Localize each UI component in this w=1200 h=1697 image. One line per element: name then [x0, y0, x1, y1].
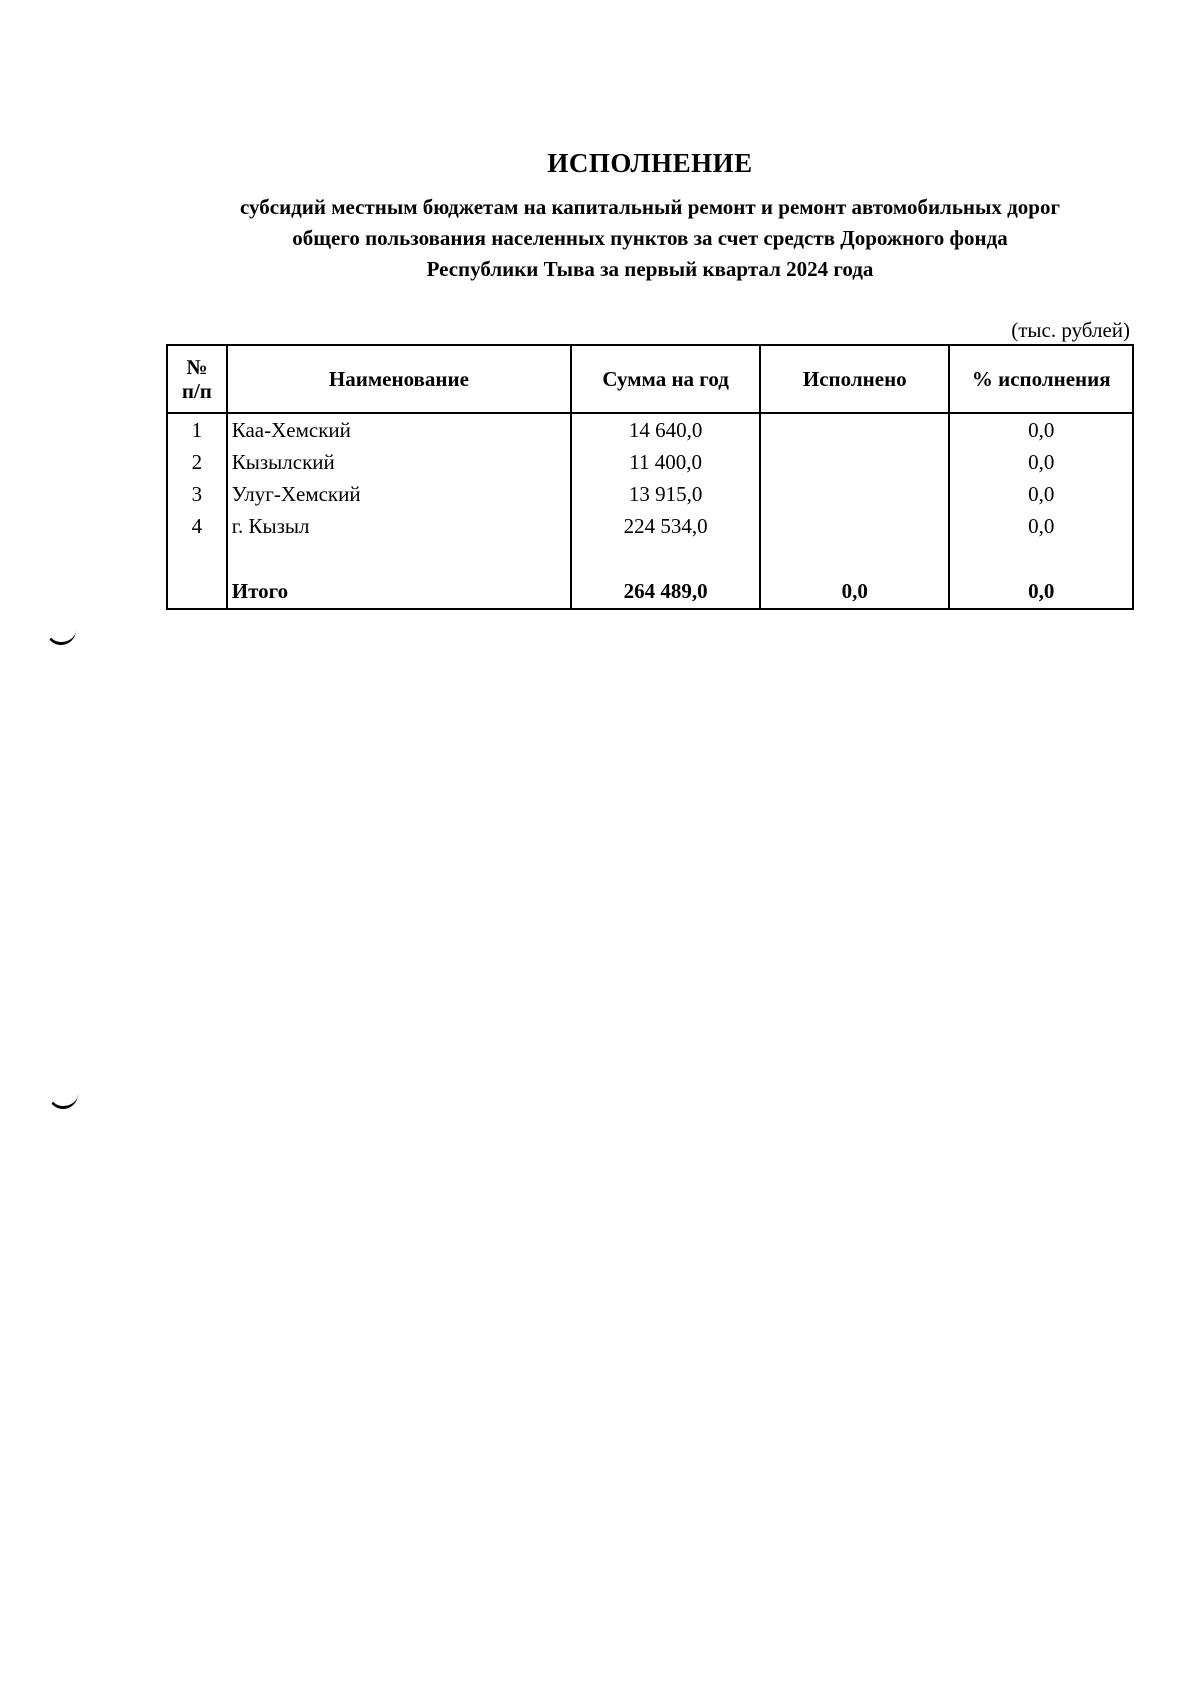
total-sum: 264 489,0	[571, 574, 760, 609]
table-row	[167, 510, 1133, 542]
row-number: 1	[167, 413, 227, 446]
row-done	[760, 510, 949, 542]
subtitle-line-2: общего пользования населенных пунктов за счет средств Дорожного фонда	[292, 226, 1008, 250]
row-done	[760, 478, 949, 510]
header-sum: Сумма на год	[571, 345, 760, 413]
row-sum: 13 915,0	[571, 478, 760, 510]
scan-mark	[46, 628, 76, 645]
row-name: Каа-Хемский	[227, 413, 571, 446]
row-done	[760, 413, 949, 446]
row-number: 4	[167, 510, 227, 542]
header-done: Исполнено	[760, 345, 949, 413]
scan-mark	[48, 1092, 78, 1109]
total-pct: 0,0	[949, 574, 1133, 609]
row-sum: 14 640,0	[571, 413, 760, 446]
total-label: Итого	[227, 574, 571, 609]
units-note: (тыс. рублей)	[1011, 318, 1130, 342]
header-number-line-1: №	[186, 355, 208, 379]
row-name: Кызылский	[227, 446, 571, 478]
row-number: 3	[167, 478, 227, 510]
total-done: 0,0	[760, 574, 949, 609]
header-name: Наименование	[227, 345, 571, 413]
subtitle-line-3: Республики Тыва за первый квартал 2024 года	[426, 257, 874, 281]
header-number-line-2: п/п	[181, 379, 212, 403]
row-sum: 224 534,0	[571, 510, 760, 542]
row-done	[760, 446, 949, 478]
row-number: 2	[167, 446, 227, 478]
subtitle-line-1: субсидий местным бюджетам на капитальный ремонт и ремонт автомобильных дорог	[239, 195, 1061, 219]
row-name: Улуг-Хемский	[227, 478, 571, 510]
row-pct: 0,0	[949, 478, 1133, 510]
table-total-row	[167, 574, 1133, 609]
row-pct: 0,0	[949, 413, 1133, 446]
document-title: ИСПОЛНЕНИЕ	[547, 148, 753, 178]
row-pct: 0,0	[949, 446, 1133, 478]
row-pct: 0,0	[949, 510, 1133, 542]
table-spacer-row	[167, 542, 1133, 574]
document-subtitle	[160, 192, 1140, 285]
table-row	[167, 478, 1133, 510]
header-pct: % исполнения	[949, 345, 1133, 413]
table-header-row	[167, 345, 1133, 413]
table-row	[167, 446, 1133, 478]
row-sum: 11 400,0	[571, 446, 760, 478]
table-row	[167, 413, 1133, 446]
execution-table	[166, 344, 1134, 610]
header-number	[167, 345, 227, 413]
row-name: г. Кызыл	[227, 510, 571, 542]
